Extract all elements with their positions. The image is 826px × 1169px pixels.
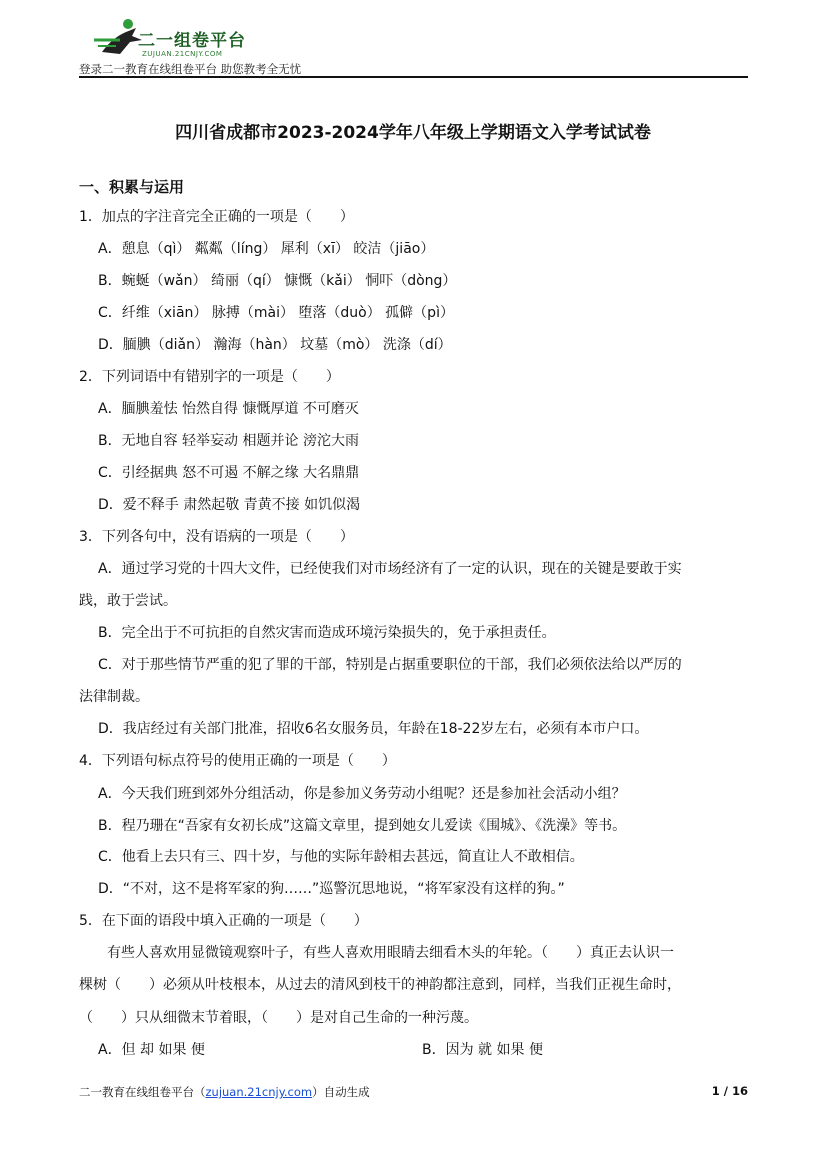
section-heading: 一、积累与运用 [79, 178, 185, 196]
page-number: 1 / 16 [711, 1084, 748, 1098]
question-5-passage-line-3: （ ）只从细微末节着眼，（ ）是对自己生命的一种污蔑。 [79, 1010, 478, 1026]
question-2-option-c: C．引经据典 怒不可遏 不解之缘 大名鼎鼎 [98, 465, 360, 481]
question-5-option-a: A．但 却 如果 便 [98, 1042, 205, 1058]
question-2-option-b: B．无地自容 轻举妄动 相题并论 滂沱大雨 [98, 433, 359, 449]
footer-suffix: ）自动生成 [312, 1085, 370, 1099]
question-4-option-a: A．今天我们班到郊外分组活动，你是参加义务劳动小组呢？还是参加社会活动小组？ [98, 786, 626, 802]
question-5-option-b: B．因为 就 如果 便 [422, 1042, 543, 1058]
logo-text: 二一组卷平台 [138, 31, 246, 51]
question-1-stem: 1．加点的字注音完全正确的一项是（ ） [79, 209, 354, 225]
header-tagline: 登录二一教育在线组卷平台 助您教考全无忧 [79, 62, 302, 76]
question-3-option-a: A．通过学习党的十四大文件，已经使我们对市场经济有了一定的认识，现在的关键是要敢于实 [98, 561, 682, 577]
question-1-option-d: D．腼腆（diǎn） 瀚海（hàn） 坟墓（mò） 洗涤（dí） [98, 337, 452, 353]
question-2-option-a: A．腼腆羞怯 怡然自得 慷慨厚道 不可磨灭 [98, 401, 359, 417]
exam-title: 四川省成都市2023-2024学年八年级上学期语文入学考试试卷 [175, 123, 651, 143]
footer-link[interactable]: zujuan.21cnjy.com [205, 1085, 313, 1099]
question-3-option-b: B．完全出于不可抗拒的自然灾害而造成环境污染损失的，免于承担责任。 [98, 625, 556, 641]
question-3-option-c: C．对于那些情节严重的犯了罪的干部，特别是占据重要职位的干部，我们必须依法给以严厉的 [98, 657, 682, 673]
question-3-option-a-cont: 践，敢于尝试。 [79, 593, 177, 609]
question-5-stem: 5．在下面的语段中填入正确的一项是（ ） [79, 913, 368, 929]
question-5-passage-line-1: 有些人喜欢用显微镜观察叶子，有些人喜欢用眼睛去细看木头的年轮。（ ）真正去认识一 [107, 945, 674, 961]
question-4-option-b: B．程乃珊在“吾家有女初长成”这篇文章里，提到她女儿爱读《围城》、《洗澡》等书。 [98, 818, 627, 834]
logo-subtext: ZUJUAN.21CNJY.COM [142, 50, 223, 58]
question-1-option-b: B．蜿蜒（wǎn） 绮丽（qí） 慷慨（kǎi） 恫吓（dòng） [98, 273, 457, 289]
question-2-stem: 2．下列词语中有错别字的一项是（ ） [79, 369, 340, 385]
footer-source [79, 1084, 370, 1100]
question-1-option-a: A．憩息（qì） 粼粼（líng） 犀利（xī） 皎洁（jiāo） [98, 241, 435, 257]
question-5-passage-line-2: 棵树（ ）必须从叶枝根本，从过去的清风到枝干的神韵都注意到，同样，当我们正视生命时， [79, 977, 681, 993]
question-4-stem: 4．下列语句标点符号的使用正确的一项是（ ） [79, 753, 396, 769]
question-4-option-c: C．他看上去只有三、四十岁，与他的实际年龄相去甚远，简直让人不敢相信。 [98, 849, 584, 865]
question-3-option-d: D．我店经过有关部门批准，招收6名女服务员，年龄在18-22岁左右，必须有本市户口。 [98, 721, 649, 737]
footer-prefix: 二一教育在线组卷平台（ [79, 1085, 206, 1099]
question-1-option-c: C．纤维（xiān） 脉搏（mài） 堕落（duò） 孤僻（pì） [98, 305, 454, 321]
question-2-option-d: D．爱不释手 肃然起敬 青黄不接 如饥似渴 [98, 497, 361, 513]
question-3-stem: 3．下列各句中，没有语病的一项是（ ） [79, 529, 354, 545]
question-3-option-c-cont: 法律制裁。 [79, 689, 149, 705]
header-divider [79, 76, 748, 78]
question-4-option-d: D．“不对，这不是将军家的狗……”巡警沉思地说，“将军家没有这样的狗。” [98, 881, 565, 897]
